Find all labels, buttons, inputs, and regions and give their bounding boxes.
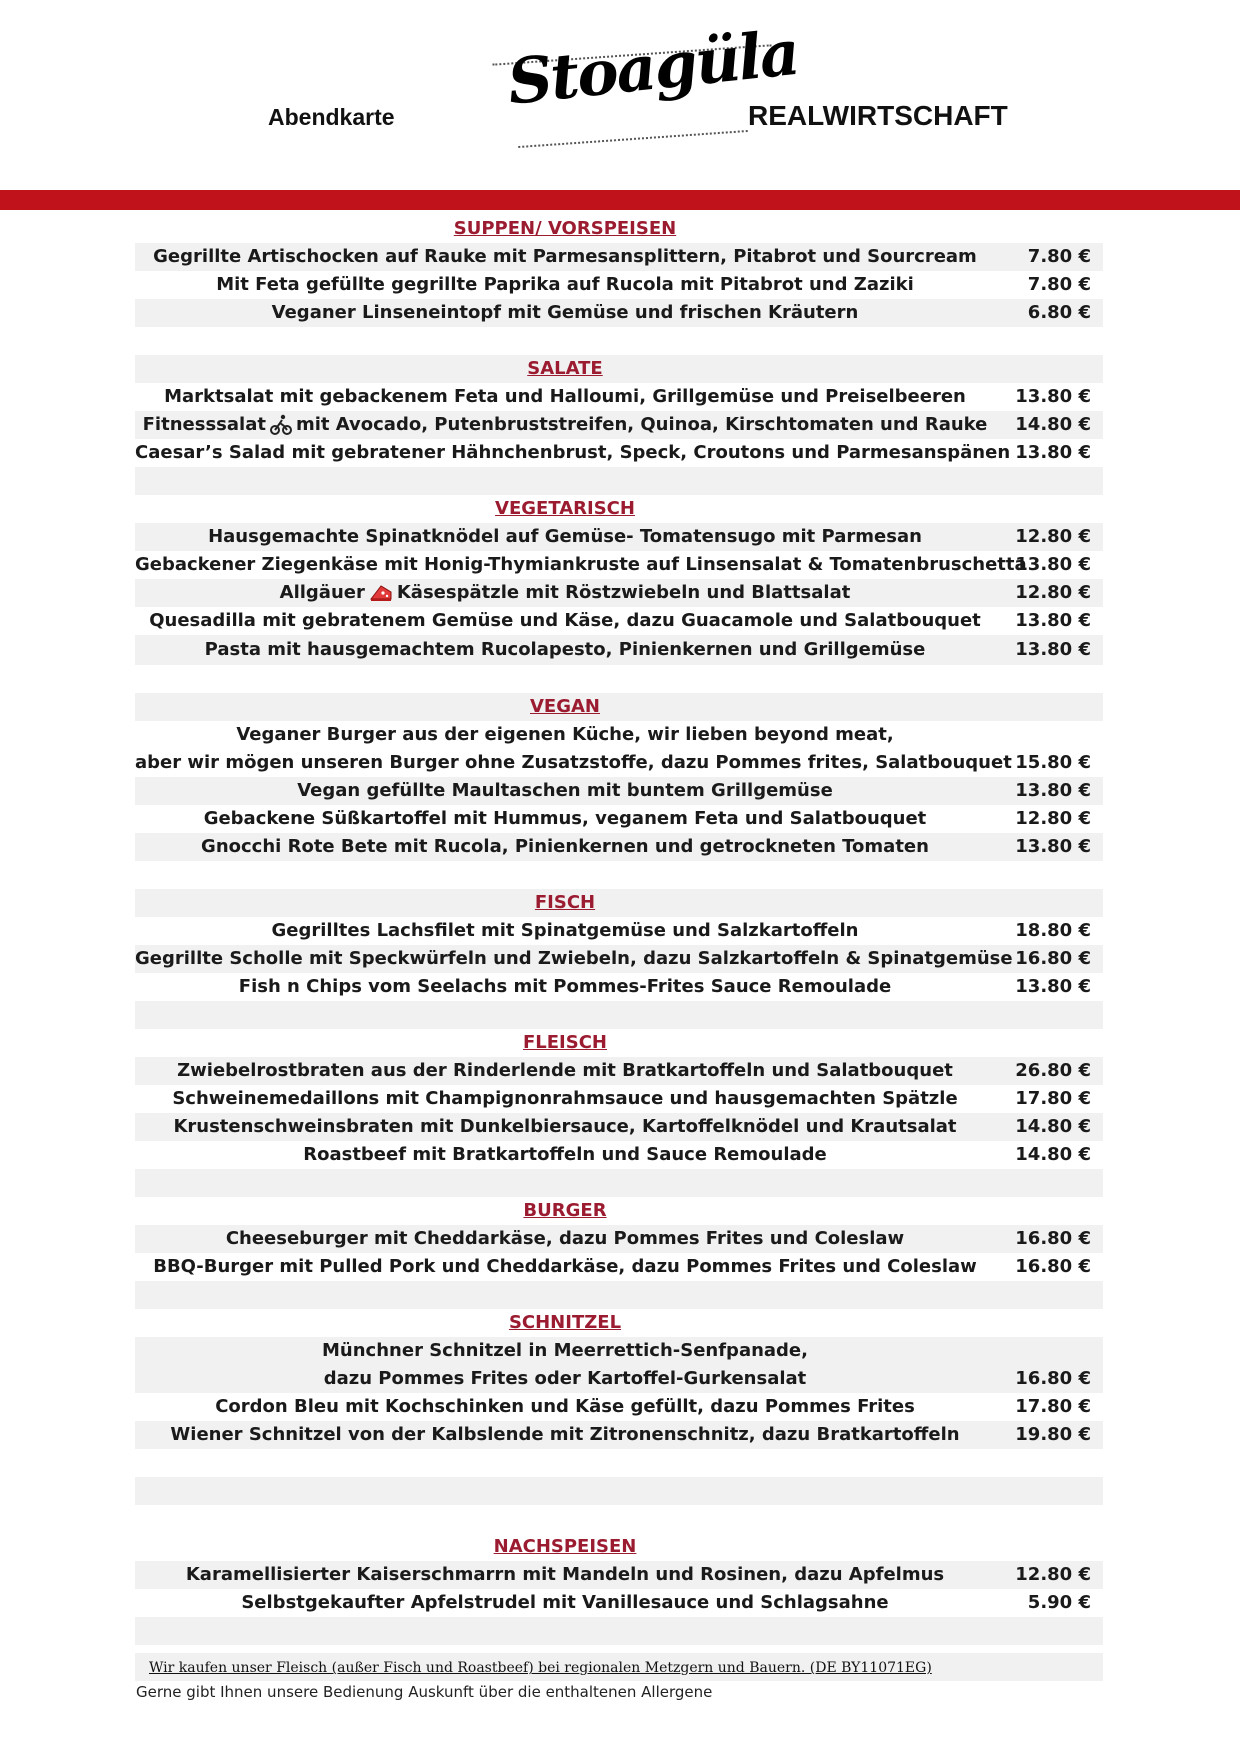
menu-item: Vegan gefüllte Maultaschen mit buntem Grillgemüse 13.80 € — [135, 777, 1103, 805]
item-price: 13.80 € — [1015, 442, 1091, 463]
item-price: 7.80 € — [1027, 274, 1091, 295]
spacer-row — [135, 861, 1103, 889]
spacer-row — [135, 1001, 1103, 1029]
spacer-row — [135, 327, 1103, 355]
item-price: 13.80 € — [1015, 639, 1091, 660]
section-heading: FLEISCH — [523, 1032, 607, 1053]
item-price: 16.80 € — [1015, 1368, 1091, 1389]
menu-item: Pasta mit hausgemachtem Rucolapesto, Pinienkernen und Grillgemüse 13.80 € — [135, 635, 1103, 665]
item-price: 17.80 € — [1015, 1088, 1091, 1109]
item-price: 19.80 € — [1015, 1424, 1091, 1445]
section-heading: SCHNITZEL — [508, 1312, 622, 1333]
item-price: 16.80 € — [1015, 1256, 1091, 1277]
menu-item: Veganer Linseneintopf mit Gemüse und frischen Kräutern 6.80 € — [135, 299, 1103, 327]
menu-item: Fitnesssalat mit Avocado, Putenbruststreifen, Quinoa, Kirschtomaten und Rauke 14.80 € — [135, 411, 1103, 439]
menu-list — [135, 215, 1103, 1645]
menu-item: Roastbeef mit Bratkartoffeln und Sauce Remoulade 14.80 € — [135, 1141, 1103, 1169]
item-price: 14.80 € — [1015, 414, 1091, 435]
restaurant-logo — [488, 15, 868, 150]
spacer-row — [135, 1617, 1103, 1645]
menu-item: aber wir mögen unseren Burger ohne Zusatzstoffe, dazu Pommes frites, Salatbouquet 15.80 € — [135, 749, 1103, 777]
menu-item: Allgäuer Käsespätzle mit Röstzwiebeln und Blattsalat 12.80 € — [135, 579, 1103, 607]
item-price: 5.90 € — [1027, 1592, 1091, 1613]
menu-item: Cordon Bleu mit Kochschinken und Käse gefüllt, dazu Pommes Frites 17.80 € — [135, 1393, 1103, 1421]
spacer-row — [135, 1169, 1103, 1197]
menu-item: Fish n Chips vom Seelachs mit Pommes-Frites Sauce Remoulade 13.80 € — [135, 973, 1103, 1001]
item-price: 7.80 € — [1027, 246, 1091, 267]
spacer-row — [135, 1477, 1103, 1505]
menu-item: Krustenschweinsbraten mit Dunkelbiersauce, Kartoffelknödel und Krautsalat 14.80 € — [135, 1113, 1103, 1141]
allergen-note: Gerne gibt Ihnen unsere Bedienung Auskunft über die enthaltenen Allergene — [136, 1683, 713, 1701]
cyclist-icon — [270, 414, 292, 436]
menu-type-title: Abendkarte — [268, 104, 395, 130]
item-price: 17.80 € — [1015, 1396, 1091, 1417]
spacer-row — [135, 467, 1103, 495]
menu-header — [0, 0, 1240, 190]
menu-item: Mit Feta gefüllte gegrillte Paprika auf Rucola mit Pitabrot und Zaziki 7.80 € — [135, 271, 1103, 299]
menu-item: Zwiebelrostbraten aus der Rinderlende mit Bratkartoffeln und Salatbouquet 26.80 € — [135, 1057, 1103, 1085]
section-heading: SUPPEN/ VORSPEISEN — [453, 218, 677, 239]
item-price: 12.80 € — [1015, 808, 1091, 829]
item-price: 14.80 € — [1015, 1116, 1091, 1137]
section-heading: BURGER — [523, 1200, 607, 1221]
section-heading: SALATE — [135, 355, 1103, 383]
section-heading: FISCH — [135, 889, 1103, 917]
menu-item: Caesar’s Salad mit gebratener Hähnchenbrust, Speck, Croutons und Parmesanspänen 13.80 € — [135, 439, 1103, 467]
section-heading: NACHSPEISEN — [493, 1536, 637, 1557]
menu-item: Selbstgekaufter Apfelstrudel mit Vanillesauce und Schlagsahne 5.90 € — [135, 1589, 1103, 1617]
spacer-row — [135, 1449, 1103, 1477]
menu-item: BBQ-Burger mit Pulled Pork und Cheddarkäse, dazu Pommes Frites und Coleslaw 16.80 € — [135, 1253, 1103, 1281]
menu-item: Gebackener Ziegenkäse mit Honig-Thymiankruste auf Linsensalat & Tomatenbruschetta 13.80 € — [135, 551, 1103, 579]
menu-item: Quesadilla mit gebratenem Gemüse und Käse, dazu Guacamole und Salatbouquet 13.80 € — [135, 607, 1103, 635]
item-price: 13.80 € — [1015, 610, 1091, 631]
menu-item: dazu Pommes Frites oder Kartoffel-Gurkensalat 16.80 € — [135, 1365, 1103, 1393]
item-price: 12.80 € — [1015, 1564, 1091, 1585]
restaurant-subtitle: REALWIRTSCHAFT — [748, 100, 1008, 131]
menu-item: Gebackene Süßkartoffel mit Hummus, veganem Feta und Salatbouquet 12.80 € — [135, 805, 1103, 833]
item-price: 13.80 € — [1015, 836, 1091, 857]
menu-item: Marktsalat mit gebackenem Feta und Halloumi, Grillgemüse und Preiselbeeren 13.80 € — [135, 383, 1103, 411]
item-price: 13.80 € — [1015, 976, 1091, 997]
item-price: 18.80 € — [1015, 920, 1091, 941]
item-price: 16.80 € — [1015, 948, 1091, 969]
item-price: 13.80 € — [1015, 386, 1091, 407]
menu-item-line: Münchner Schnitzel in Meerrettich-Senfpanade, — [135, 1337, 1103, 1365]
spacer-row — [135, 1281, 1103, 1309]
cheese-icon — [369, 583, 393, 603]
menu-item: Schweinemedaillons mit Champignonrahmsauce und hausgemachten Spätzle 17.80 € — [135, 1085, 1103, 1113]
menu-item: Karamellisierter Kaiserschmarrn mit Mandeln und Rosinen, dazu Apfelmus 12.80 € — [135, 1561, 1103, 1589]
item-price: 15.80 € — [1015, 752, 1091, 773]
menu-item: Gnocchi Rote Bete mit Rucola, Pinienkernen und getrockneten Tomaten 13.80 € — [135, 833, 1103, 861]
item-price: 13.80 € — [1015, 780, 1091, 801]
spacer-row — [135, 665, 1103, 693]
menu-item: Hausgemachte Spinatknödel auf Gemüse- Tomatensugo mit Parmesan 12.80 € — [135, 523, 1103, 551]
item-price: 16.80 € — [1015, 1228, 1091, 1249]
section-heading: VEGETARISCH — [495, 498, 635, 519]
logo-dotted-line-bottom — [518, 130, 748, 148]
item-price: 6.80 € — [1027, 302, 1091, 323]
item-price: 12.80 € — [1015, 526, 1091, 547]
item-price: 14.80 € — [1015, 1144, 1091, 1165]
sourcing-note: Wir kaufen unser Fleisch (außer Fisch und Roastbeef) bei regionalen Metzgern und Bauern. (DE BY11071EG) — [135, 1653, 1103, 1681]
section-heading: VEGAN — [135, 693, 1103, 721]
logo-script-text: Stoagüla — [504, 15, 802, 119]
item-price: 13.80 € — [1015, 554, 1091, 575]
menu-item-line: Veganer Burger aus der eigenen Küche, wir lieben beyond meat, — [236, 724, 894, 745]
item-price: 26.80 € — [1015, 1060, 1091, 1081]
spacer-row — [135, 1505, 1103, 1533]
menu-item: Gegrilltes Lachsfilet mit Spinatgemüse und Salzkartoffeln 18.80 € — [135, 917, 1103, 945]
menu-item: Cheeseburger mit Cheddarkäse, dazu Pommes Frites und Coleslaw 16.80 € — [135, 1225, 1103, 1253]
menu-item: Gegrillte Scholle mit Speckwürfeln und Zwiebeln, dazu Salzkartoffeln & Spinatgemüse 16.80 € — [135, 945, 1103, 973]
menu-item: Gegrillte Artischocken auf Rauke mit Parmesansplittern, Pitabrot und Sourcream 7.80 € — [135, 243, 1103, 271]
header-red-bar — [0, 190, 1240, 210]
menu-item: Wiener Schnitzel von der Kalbslende mit Zitronenschnitz, dazu Bratkartoffeln 19.80 € — [135, 1421, 1103, 1449]
item-price: 12.80 € — [1015, 582, 1091, 603]
